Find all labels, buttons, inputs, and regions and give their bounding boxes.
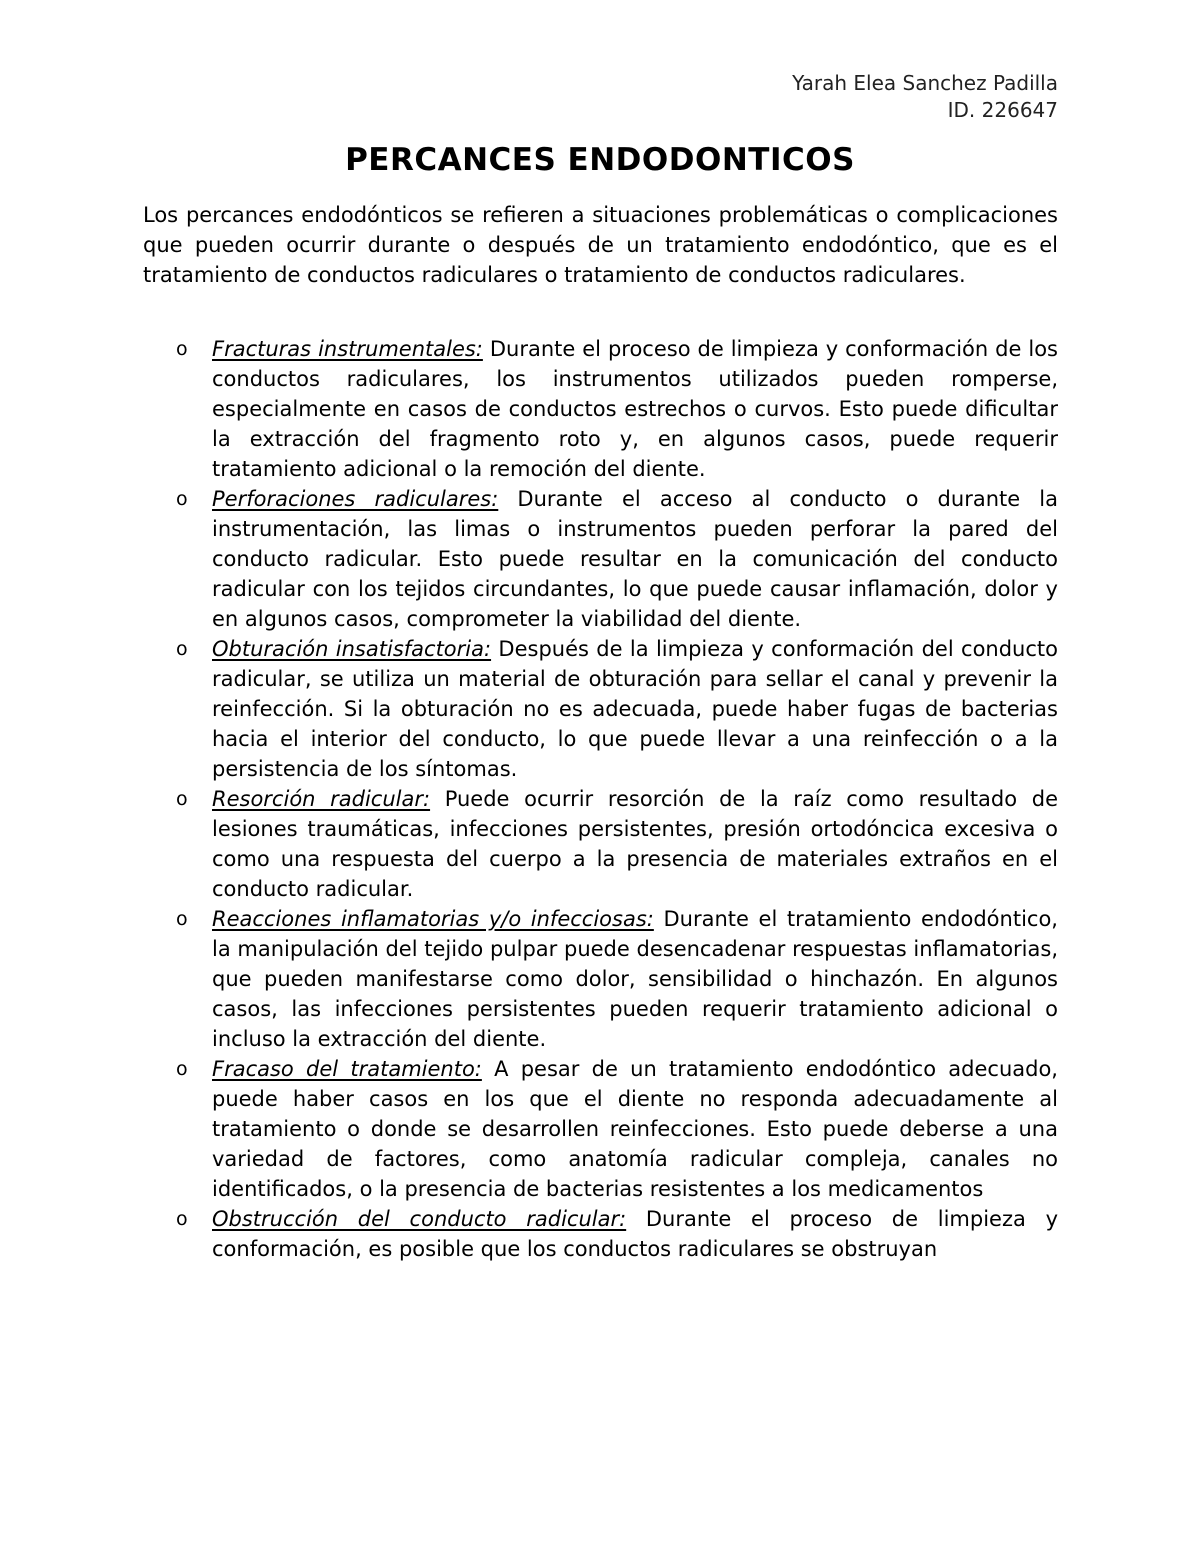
mishaps-list [143,334,1058,1264]
student-id: ID. 226647 [947,98,1058,122]
item-text: Durante el acceso al conducto o durante la instrumentación, las limas o instrumentos pueden perforar la pared del conducto radicular. Esto puede resultar en la comunicación del conducto radicular con los tejidos circundantes, lo que puede causar inflamación, dolor y en algunos casos, comprometer la viabilidad del diente. [212,487,1058,631]
list-item [143,1204,1058,1264]
item-text: Durante el tratamiento endodóntico, la manipulación del tejido pulpar puede desencadenar respuestas inflamatorias, que pueden manifestarse como dolor, sensibilidad o hinchazón. En algunos casos, las infecciones persistentes pueden requerir tratamiento adicional o incluso la extracción del diente. [212,907,1058,1051]
bullet-icon: o [176,488,188,510]
document-title: PERCANCES ENDODONTICOS [345,142,855,178]
item-term: Reacciones inflamatorias y/o infecciosas: [212,907,654,931]
item-term: Fracturas instrumentales: [212,337,483,361]
bullet-icon: o [176,338,188,360]
item-term: Perforaciones radiculares: [212,487,499,511]
bullet-icon: o [176,1208,188,1230]
item-text: Después de la limpieza y conformación del conducto radicular, se utiliza un material de obturación para sellar el canal y prevenir la reinfección. Si la obturación no es adecuada, puede haber fugas de bacterias hacia el interior del conducto, lo que puede llevar a una reinfección o a la persistencia de los síntomas. [212,637,1058,781]
list-item [143,634,1058,784]
author-name: Yarah Elea Sanchez Padilla [792,71,1058,95]
item-term: Fracaso del tratamiento: [212,1057,482,1081]
author-block [792,70,1058,124]
intro-paragraph: Los percances endodónticos se refieren a situaciones problemáticas o complicaciones que pueden ocurrir durante o después de un tratamiento endodóntico, que es el tratamiento de conductos radiculares o tratamiento de conductos radiculares. [143,203,1058,287]
list-item [143,784,1058,904]
list-item [143,334,1058,484]
item-text: Durante el proceso de limpieza y conformación, es posible que los conductos radiculares se obstruyan [212,1207,1058,1261]
bullet-icon: o [176,1058,188,1080]
bullet-icon: o [176,908,188,930]
item-term: Obstrucción del conducto radicular: [212,1207,627,1231]
item-text: Durante el proceso de limpieza y conformación de los conductos radiculares, los instrumentos utilizados pueden romperse, especialmente en casos de conductos estrechos o curvos. Esto puede dificultar la extracción del fragmento roto y, en algunos casos, puede requerir tratamiento adicional o la remoción del diente. [212,337,1058,481]
item-text: Puede ocurrir resorción de la raíz como resultado de lesiones traumáticas, infecciones persistentes, presión ortodóncica excesiva o como una respuesta del cuerpo a la presencia de materiales extraños en el conducto radicular. [212,787,1059,901]
item-term: Resorción radicular: [212,787,431,811]
list-item [143,484,1058,634]
bullet-icon: o [176,638,188,660]
bullet-icon: o [176,788,188,810]
list-item [143,904,1058,1054]
list-item [143,1054,1058,1204]
item-text: A pesar de un tratamiento endodóntico adecuado, puede haber casos en los que el diente no responda adecuadamente al tratamiento o donde se desarrollen reinfecciones. Esto puede deberse a una variedad de factores, como anatomía radicular compleja, canales no identificados, o la presencia de bacterias resistentes a los medicamentos [212,1057,1058,1201]
item-term: Obturación insatisfactoria: [212,637,492,661]
